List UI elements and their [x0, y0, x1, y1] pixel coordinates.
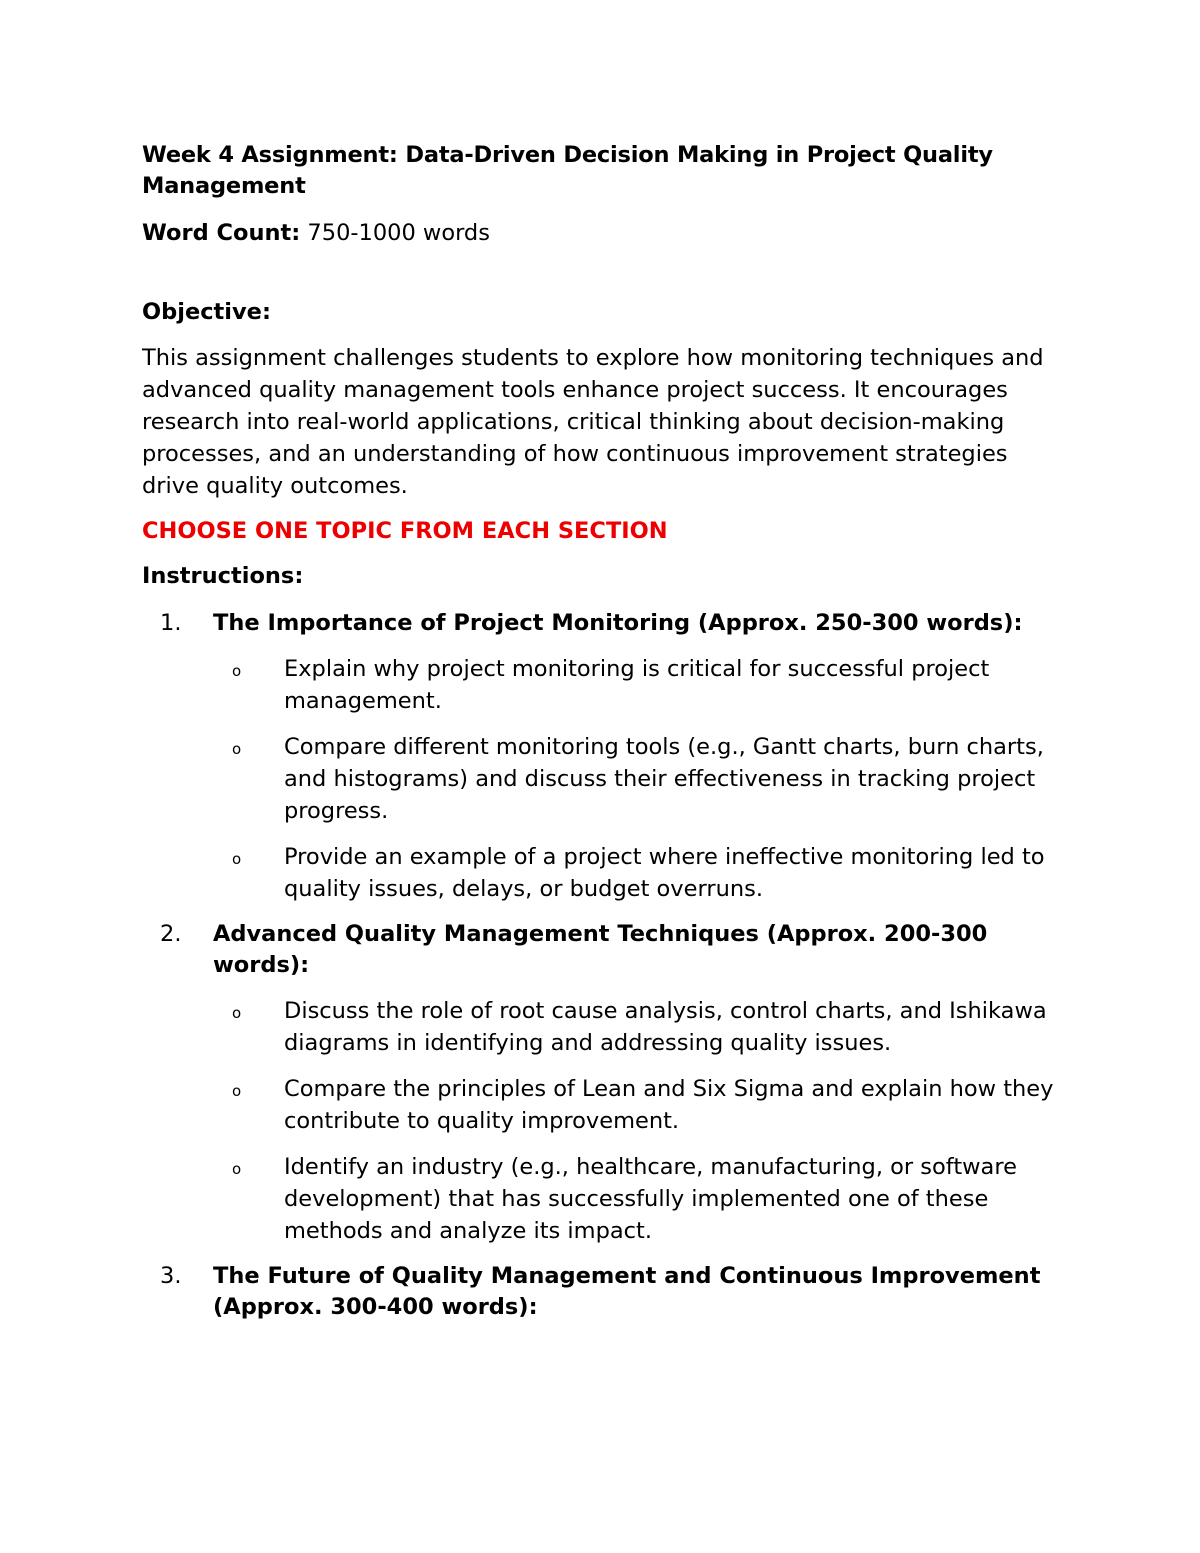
hollow-bullet-icon: o	[232, 1160, 242, 1178]
section-2	[142, 919, 1062, 1247]
bullet-text: Compare different monitoring tools (e.g., Gantt charts, burn charts, and histograms) and discuss their effectiveness in tracking project progress.	[284, 734, 1044, 824]
bullet-text: Discuss the role of root cause analysis, control charts, and Ishikawa diagrams in identifying and addressing quality issues.	[284, 998, 1047, 1056]
section-number: 1.	[160, 610, 182, 636]
section-bullets	[213, 653, 1062, 905]
section-title: The Future of Quality Management and Continuous Improvement (Approx. 300-400 words):	[213, 1263, 1041, 1320]
section-1	[142, 608, 1062, 905]
section-title: The Importance of Project Monitoring (Approx. 250-300 words):	[213, 610, 1023, 636]
hollow-bullet-icon: o	[232, 662, 242, 680]
document-page	[142, 140, 1062, 1323]
hollow-bullet-icon: o	[232, 1004, 242, 1022]
choose-topic-notice: CHOOSE ONE TOPIC FROM EACH SECTION	[142, 518, 668, 544]
bullet-text: Explain why project monitoring is critical for successful project management.	[284, 656, 990, 714]
bullet-text: Provide an example of a project where ineffective monitoring led to quality issues, delays, or budget overruns.	[284, 844, 1045, 902]
section-number: 2.	[160, 921, 182, 947]
hollow-bullet-icon: o	[232, 1082, 242, 1100]
list-item	[213, 841, 1064, 905]
hollow-bullet-icon: o	[232, 850, 242, 868]
section-title: Advanced Quality Management Techniques (Approx. 200-300 words):	[213, 921, 988, 978]
objective-text: This assignment challenges students to explore how monitoring techniques and advanced quality management tools enhance project success. It encourages research into real-world applications, critical thinking about decision-making processes, and an understanding of how continuous improvement strategies drive quality outcomes.	[142, 345, 1044, 499]
section-bullets	[213, 995, 1062, 1247]
list-item	[213, 995, 1064, 1059]
word-count-label: Word Count:	[142, 220, 301, 246]
section-number: 3.	[160, 1263, 182, 1289]
section-3	[142, 1261, 1062, 1323]
bullet-text: Compare the principles of Lean and Six Sigma and explain how they contribute to quality improvement.	[284, 1076, 1054, 1134]
objective-heading: Objective:	[142, 299, 271, 325]
list-item	[213, 653, 1064, 717]
instructions-heading: Instructions:	[142, 563, 304, 589]
bullet-text: Identify an industry (e.g., healthcare, manufacturing, or software development) that has successfully implemented one of these methods and analyze its impact.	[284, 1154, 1017, 1244]
word-count	[142, 218, 1062, 249]
list-item	[213, 1073, 1064, 1137]
list-item	[213, 731, 1064, 827]
hollow-bullet-icon: o	[232, 740, 242, 758]
document-title: Week 4 Assignment: Data-Driven Decision Making in Project Quality Management	[142, 142, 993, 199]
instruction-sections	[142, 608, 1062, 1323]
word-count-value: 750-1000 words	[300, 220, 490, 246]
list-item	[213, 1151, 1064, 1247]
